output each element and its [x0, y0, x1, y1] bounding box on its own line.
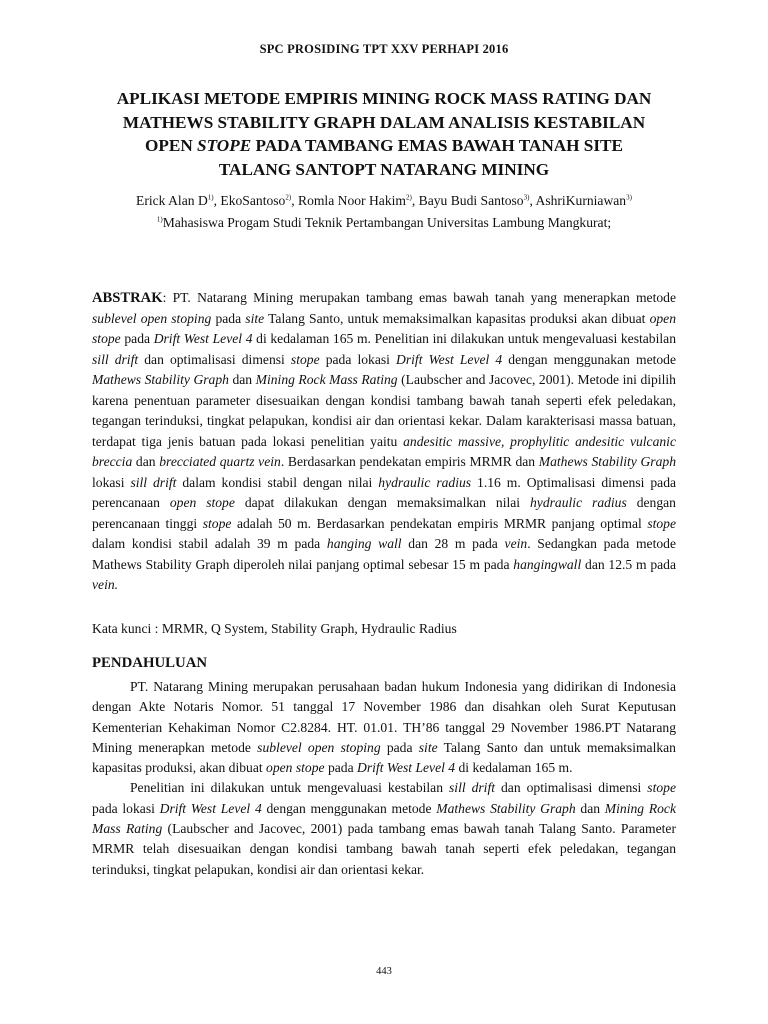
author-list	[0, 193, 768, 209]
intro-term: Mathews Stability Graph	[436, 800, 576, 816]
title-stope-italic: STOPE	[197, 136, 252, 155]
abstract-term: site	[245, 310, 265, 326]
abstract-term: Drift West Level 4	[396, 351, 503, 367]
intro-term: Mining Rock Mass Rating	[92, 800, 676, 837]
abstract-term: Drift West Level 4	[153, 331, 253, 346]
running-header: SPC PROSIDING TPT XXV PERHAPI 2016	[259, 42, 509, 56]
abstract-text: . Berdasarkan pendekatan empiris MRMR dan	[280, 454, 539, 469]
abstract-paragraph	[92, 288, 676, 596]
abstract-term: hydraulic radius	[378, 474, 472, 490]
intro-text: Talang Santo dan untuk memaksimalkan kapasitas produksi, akan dibuat	[92, 739, 676, 776]
intro-term: sublevel open stoping	[257, 739, 381, 755]
author-name: , AshriKurniawan	[529, 193, 627, 208]
abstract-term: hangingwall	[513, 556, 582, 572]
title-line-1: APLIKASI METODE EMPIRIS MINING ROCK MASS RATING DAN	[116, 89, 652, 108]
abstract-term: hydraulic radius	[530, 495, 627, 510]
intro-text: di kedalaman 165 m.	[455, 760, 573, 776]
abstract-text: dan optimalisasi dimensi	[138, 351, 291, 367]
intro-text: pada lokasi	[92, 800, 160, 816]
abstract-text: pada lokasi	[319, 351, 397, 367]
abstract-term: Mathews Stability Graph	[92, 372, 229, 387]
author-name: , EkoSantoso	[213, 193, 286, 208]
affiliation	[0, 215, 768, 231]
abstract-term: sublevel open stoping	[92, 310, 212, 326]
abstract-text: 1.16 m. Optimalisasi dimensi pada perencanaan	[92, 474, 677, 510]
intro-text: Penelitian ini dilakukan untuk mengevaluasi kestabilan	[130, 780, 449, 796]
intro-term: site	[418, 739, 438, 755]
affiliation-text: Mahasiswa Progam Studi Teknik Pertambangan Universitas Lambung Mangkurat;	[162, 215, 612, 230]
abstract-text: dalam kondisi stabil adalah 39 m pada	[92, 536, 327, 551]
abstract-term: andesitic massive, prophylitic andesitic vulcanic breccia	[92, 433, 676, 469]
affiliation-mark: 1)	[156, 215, 163, 224]
title-line-4: TALANG SANTOPT NATARANG MINING	[218, 159, 550, 179]
author-affil-mark: 2)	[405, 193, 412, 202]
paper-title	[80, 87, 688, 181]
intro-text: dengan menggunakan metode	[261, 800, 437, 816]
intro-term: Drift West Level 4	[357, 760, 456, 776]
abstract-text: pada	[120, 331, 154, 346]
intro-term: Drift West Level 4	[159, 800, 262, 816]
intro-paragraph-2	[92, 778, 676, 879]
abstract-text: dengan menggunakan metode	[502, 351, 677, 367]
abstract-term: brecciated quartz vein	[159, 454, 281, 469]
title-line-3	[80, 134, 688, 158]
abstract-text: dan 28 m pada	[401, 536, 505, 551]
abstract-text: (Laubscher and Jacovec, 2001). Metode ini dipilih karena penentuan parameter disesuaikan dengan kondisi tambang bawah tanah seperti efek peledakan, tegangan terinduksi, tingkat pelapukan, kondisi air dan orientasi kekar. Dalam karakterisasi massa batuan, terdapat tiga jenis batuan pada lokasi penelitian yaitu	[92, 372, 676, 449]
abstract-term: stope	[647, 515, 677, 531]
abstract-text: Talang Santo, untuk memaksimalkan kapasitas produksi akan dibuat	[264, 310, 650, 326]
abstract-text: adalah 50 m. Berdasarkan pendekatan empiris MRMR panjang optimal	[231, 515, 648, 531]
intro-text: PT. Natarang Mining merupakan perusahaan badan hukum Indonesia yang didirikan di Indonesia dengan Akte Notaris Nomor. 51 tanggal 17 November 1986 dan disahkan oleh Surat Keputusan Kementerian Kehakiman Nomor C2.8284. HT. 01.01. TH’86 tanggal 29 November 1986.PT Natarang Mining menerapkan metode	[92, 679, 676, 755]
title-line-3-end: PADA TAMBANG EMAS BAWAH TANAH SITE	[251, 136, 623, 155]
abstract-text: dan 12.5 m pada	[581, 556, 676, 572]
abstract-text: di kedalaman 165 m. Penelitian ini dilakukan untuk mengevaluasi kestabilan	[252, 331, 676, 346]
abstract-text: dengan perencanaan tinggi	[92, 495, 676, 531]
abstract-term: open stope	[92, 310, 676, 346]
abstract-text: . Sedangkan pada metode Mathews Stability Graph diperoleh nilai panjang optimal sebesar 15 m pada	[92, 536, 676, 572]
author-name: Erick Alan D	[136, 193, 208, 208]
intro-paragraph-1	[92, 677, 676, 778]
abstract-term: Mathews Stability Graph	[538, 454, 676, 469]
title-line-2: MATHEWS STABILITY GRAPH DALAM ANALISIS KESTABILAN	[122, 112, 646, 132]
intro-term: stope	[647, 780, 676, 796]
abstract-term: stope	[202, 515, 232, 531]
abstract-term: open stope	[169, 495, 235, 510]
abstract-term: hanging wall	[326, 536, 402, 551]
abstract-term: sill drift	[92, 351, 139, 367]
intro-text: pada	[324, 760, 358, 776]
intro-term: sill drift	[449, 780, 496, 796]
author-affil-mark: 3)	[626, 193, 632, 202]
intro-text: pada	[380, 739, 419, 755]
intro-term: open stope	[266, 760, 325, 776]
abstract-text: pada	[211, 310, 246, 326]
keywords-line: Kata kunci : MRMR, Q System, Stability Graph, Hydraulic Radius	[92, 621, 457, 636]
abstract-text: : PT. Natarang Mining merupakan tambang emas bawah tanah yang menerapkan metode	[162, 290, 676, 305]
abstract-text: dapat dilakukan dengan memaksimalkan nilai	[234, 495, 530, 510]
abstract-text: lokasi	[92, 474, 131, 490]
intro-text: dan	[575, 800, 605, 816]
intro-text: (Laubscher and Jacovec, 2001) pada tambang emas bawah tanah Talang Santo. Parameter MRMR telah disesuaikan dengan kondisi tambang bawah tanah seperti efek peledakan, tegangan terinduksi, tingkat pelapukan, kondisi air dan orientasi kekar.	[92, 821, 676, 877]
abstract-term: Mining Rock Mass Rating	[255, 372, 398, 387]
author-name: , Bayu Budi Santoso	[411, 193, 524, 208]
author-affil-mark: 2)	[285, 193, 292, 202]
abstract-term: sill drift	[130, 474, 177, 490]
abstract-text: dan	[132, 454, 160, 469]
intro-text: dan optimalisasi dimensi	[495, 780, 648, 796]
author-affil-mark: 3)	[523, 193, 530, 202]
title-line-3-start: OPEN	[145, 136, 198, 155]
abstract-text: dan	[228, 372, 256, 387]
abstract-label: ABSTRAK	[92, 290, 163, 306]
author-affil-mark: 1)	[207, 193, 214, 202]
author-name: , Romla Noor Hakim	[291, 193, 406, 208]
page-number: 443	[376, 966, 392, 977]
abstract-term: stope	[290, 351, 320, 367]
abstract-term: vein	[504, 536, 528, 551]
abstract-text: dalam kondisi stabil dengan nilai	[176, 474, 379, 490]
section-heading-pendahuluan: PENDAHULUAN	[92, 655, 208, 671]
abstract-term: vein.	[92, 577, 119, 592]
introduction-body	[92, 677, 676, 880]
